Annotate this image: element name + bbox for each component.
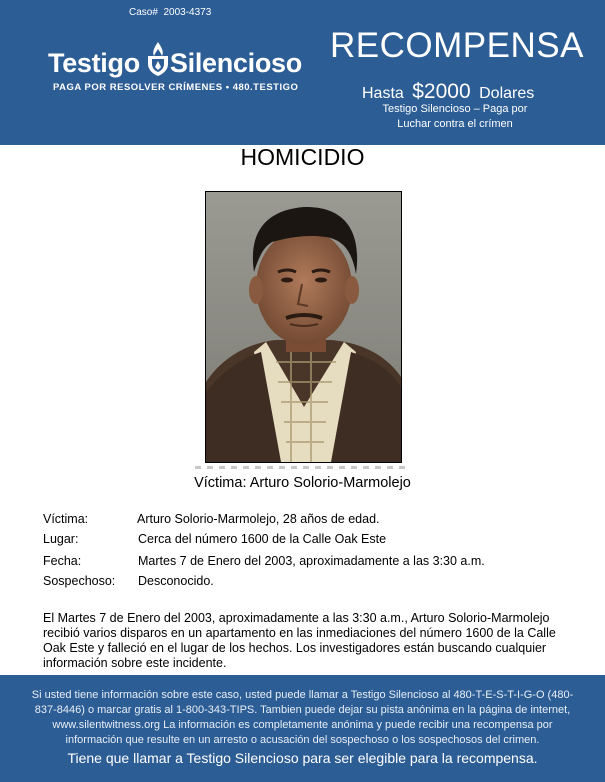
footer-banner: [0, 675, 605, 782]
reward-suffix: Dolares: [479, 85, 535, 102]
logo-wordmark: [48, 48, 302, 79]
photo-caption: Víctima: Arturo Solorio-Marmolejo: [194, 475, 411, 491]
header-banner: [0, 0, 605, 145]
footer-call-to-action: Tiene que llamar a Testigo Silencioso para ser elegible para la recompensa.: [67, 750, 538, 766]
detail-label: Víctima:: [43, 512, 89, 526]
case-number: [129, 7, 211, 18]
reward-amount-line: [362, 80, 534, 104]
shield-flame-icon: [144, 40, 172, 78]
logo-word-2: Silencioso: [169, 48, 302, 78]
detail-label: Fecha:: [43, 554, 82, 568]
detail-value: Arturo Solorio-Marmolejo, 28 años de edad.: [137, 512, 380, 526]
case-label: Caso#: [129, 7, 158, 18]
detail-label: Sospechoso:: [43, 574, 116, 588]
case-summary: El Martes 7 de Enero del 2003, aproximadamente a las 3:30 a.m., Arturo Solorio-Marmolejo recibió varios disparos en un apartamento en las inmediaciones del número 1600 de la Calle Oak Este y falleció en el lugar de los hechos. Los investigadores están buscando cualquier información sobre este incidente.: [43, 611, 556, 670]
case-value: 2003-4373: [163, 7, 212, 18]
reward-prefix: Hasta: [362, 85, 404, 102]
detail-value: Cerca del número 1600 de la Calle Oak Este: [138, 532, 387, 546]
testigo-silencioso-logo: [48, 40, 308, 100]
logo-tagline: PAGA POR RESOLVER CRÍMENES • 480.TESTIGO: [53, 82, 299, 93]
detail-value: Martes 7 de Enero del 2003, aproximadamente a las 3:30 a.m.: [138, 554, 485, 568]
victim-portrait: [206, 192, 401, 462]
logo-word-1: Testigo: [48, 48, 140, 78]
footer-info-text: Si usted tiene información sobre este caso, usted puede llamar a Testigo Silencioso al 480-T-E-S-T-I-G-O (480-837-8446) o marcar gratis al 1-800-343-TIPS. Tambien puede dejar su pista anónima en la página de internet, www.silentwitness.org La información es completamente anónima y puede recibir una recompensa por información que resulte en un arresto o acusación del sospechoso o los sospechosos del crimen.: [31, 689, 574, 746]
reward-title: RECOMPENSA: [330, 26, 584, 65]
victim-photo: [205, 191, 402, 463]
reward-subtitle: Testigo Silencioso – Paga por Luchar contra el crímen: [382, 103, 528, 130]
reward-amount: $2000: [412, 80, 471, 103]
detail-value: Desconocido.: [138, 574, 214, 588]
detail-label: Lugar:: [43, 532, 79, 546]
crime-type-heading: HOMICIDIO: [240, 144, 365, 170]
photo-strip-decoration: [195, 466, 405, 469]
